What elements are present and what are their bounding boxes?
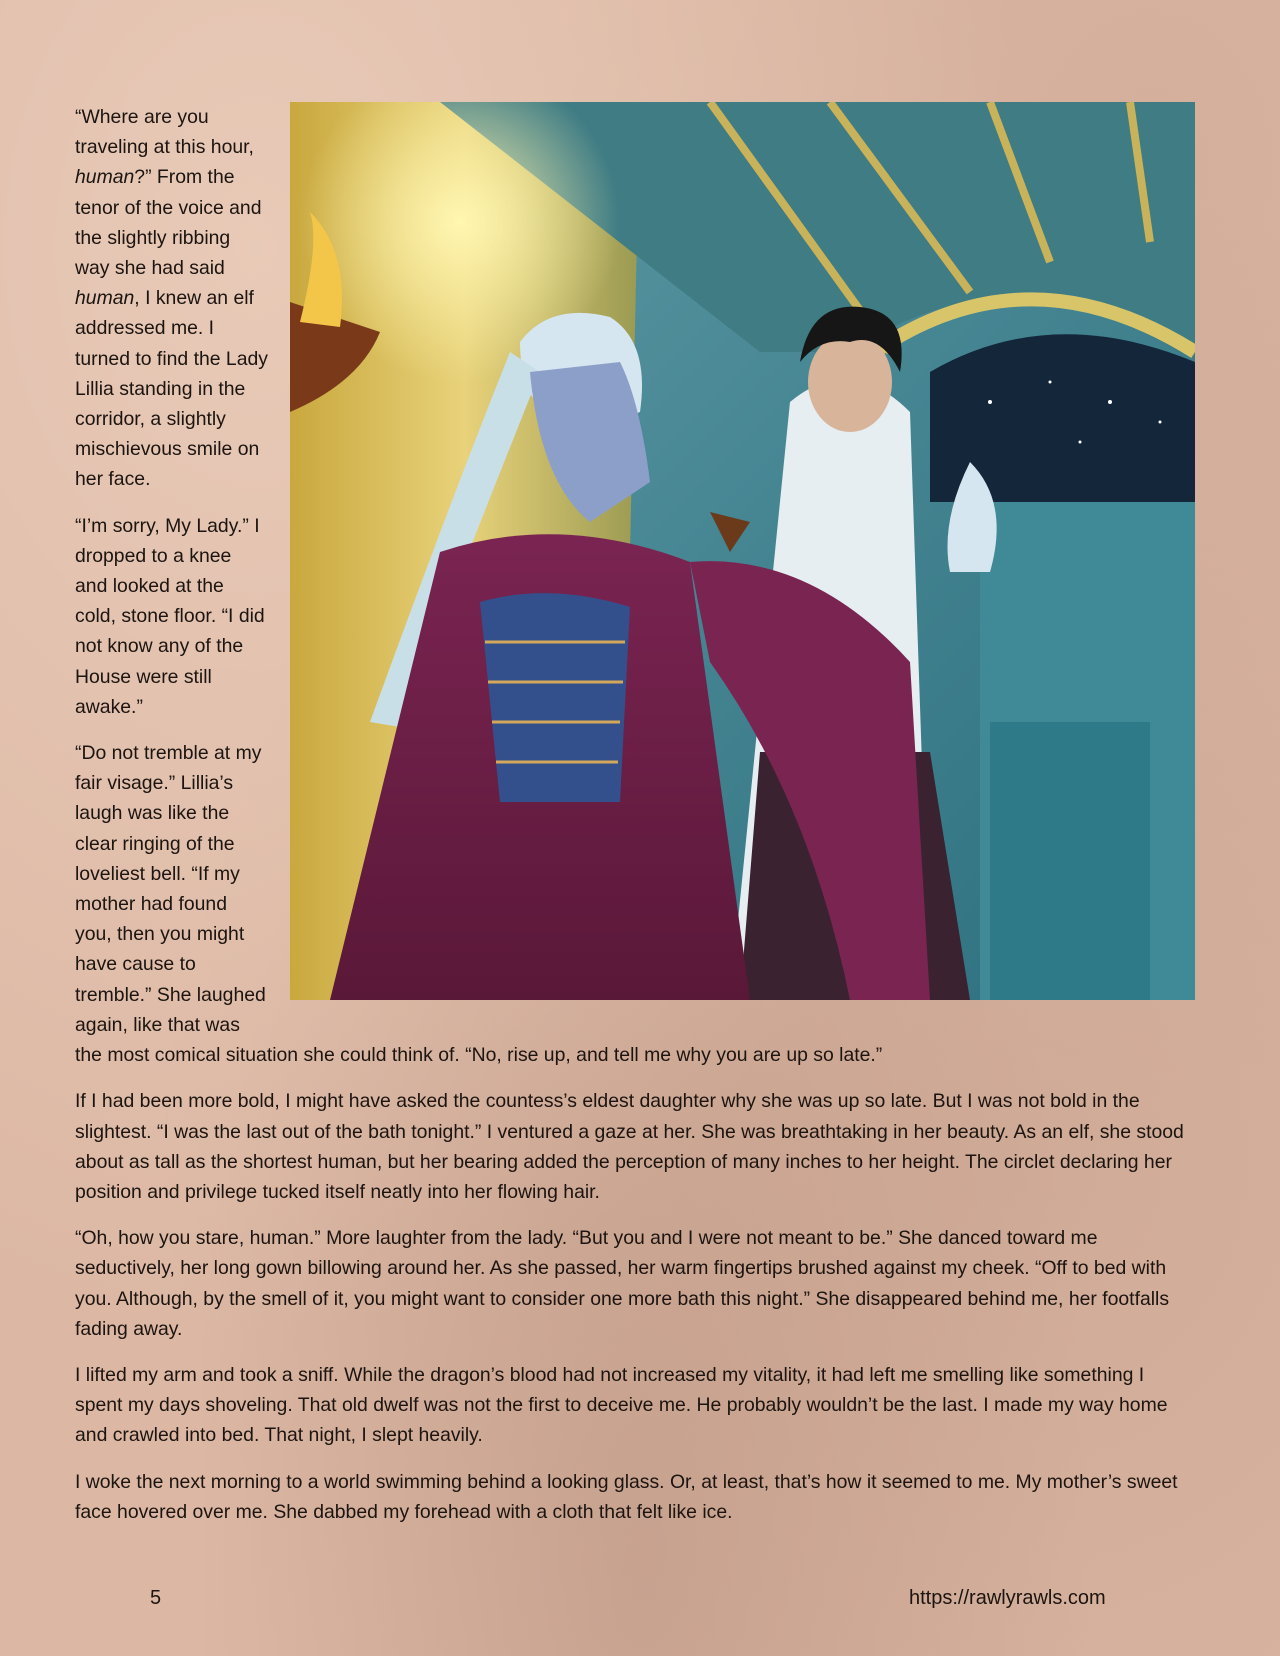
paragraph-4: If I had been more bold, I might have asked the countess’s eldest daughter why she was up so late. But I was not bold in the slightest. “I was the last out of the bath tonight.” I ventured a gaze at her. She was breathtaking in her beauty. As an elf, she stood about as tall as the shortest human, but her bearing added the perception of many inches to her height. The circlet declaring her position and privilege tucked itself neatly into her flowing hair.: [75, 1090, 1184, 1203]
paragraph-3: “Do not tremble at my fair visage.” Lillia’s laugh was like the clear ringing of the loveliest bell. “If my mother had found you, then you might have cause to tremble.” She laughed again, like that was the most comical situation she could think of. “No, rise up, and tell me why you are up so late.”: [75, 742, 883, 1067]
paragraph-1-part-3: , I knew an elf addressed me. I turned to find the Lady Lillia standing in the corridor, a slightly mischievous smile on her face.: [75, 287, 268, 491]
story-text: [75, 102, 1195, 1543]
paragraph-2: “I’m sorry, My Lady.” I dropped to a knee and looked at the cold, stone floor. “I did not know any of the House were still awake.”: [75, 514, 265, 718]
paragraph-5: “Oh, how you stare, human.” More laughter from the lady. “But you and I were not meant to be.” She danced toward me seductively, her long gown billowing around her. As she passed, her warm fingertips brushed against my cheek. “Off to bed with you. Although, by the smell of it, you might want to consider one more bath this night.” She disappeared behind me, her footfalls fading away.: [75, 1227, 1170, 1340]
paragraph-1-part-2: ?” From the tenor of the voice and the slightly ribbing way she had said: [75, 166, 262, 280]
paragraph-7: I woke the next morning to a world swimming behind a looking glass. Or, at least, that’s how it seemed to me. My mother’s sweet face hovered over me. She dabbed my forehead with a cloth that felt like ice.: [75, 1470, 1178, 1523]
story-illustration: [290, 102, 1195, 1000]
paragraph-1-emphasis-2: human: [75, 287, 135, 310]
page-number: 5: [150, 1587, 162, 1609]
paragraph-1-emphasis-1: human: [75, 166, 135, 189]
paragraph-1-part-1: “Where are you traveling at this hour,: [75, 106, 254, 159]
paragraph-6: I lifted my arm and took a sniff. While the dragon’s blood had not increased my vitality, it had left me smelling like something I spent my days shoveling. That old dwelf was not the first to deceive me. He probably wouldn’t be the last. I made my way home and crawled into bed. That night, I slept heavily.: [75, 1363, 1168, 1447]
footer-url: https://rawlyrawls.com: [909, 1587, 1106, 1609]
illustration-elf-and-human: [290, 102, 1195, 1000]
